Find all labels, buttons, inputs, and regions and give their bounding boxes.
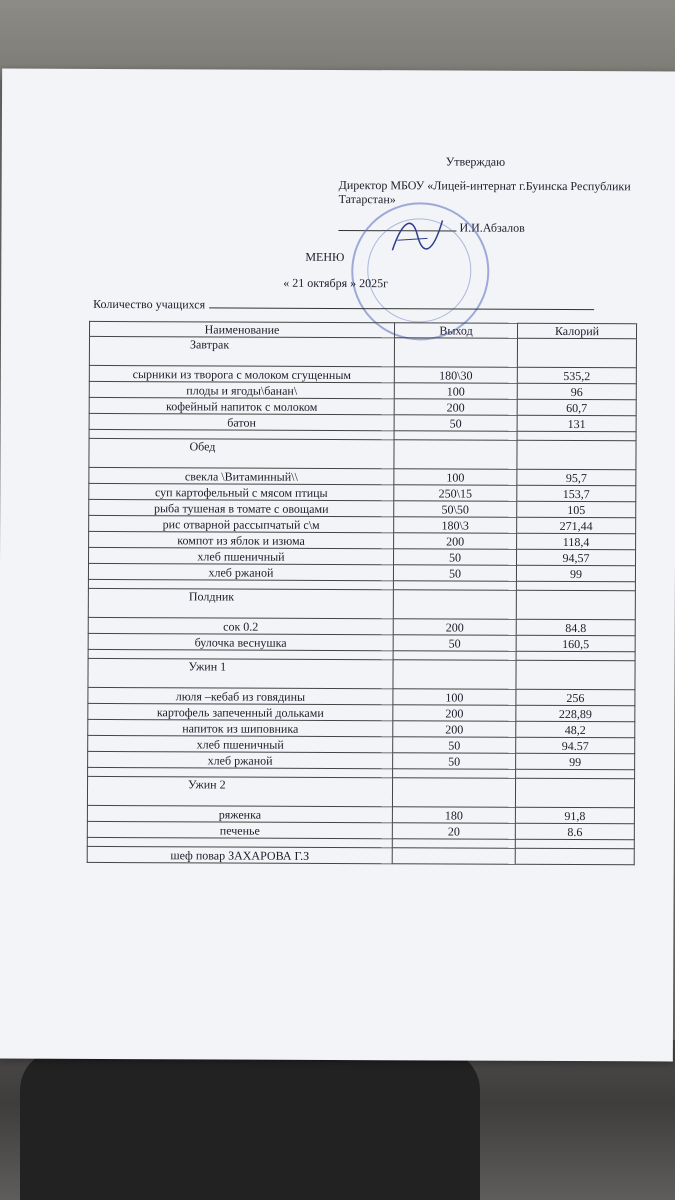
empty-cell (394, 338, 517, 368)
menu-table-body (87, 321, 636, 864)
dish-name: люля –кебаб из говядины (88, 687, 393, 704)
section-title: Полдник (88, 588, 393, 618)
header-output: Выход (394, 323, 517, 339)
menu-table (87, 321, 637, 865)
section-row (89, 438, 636, 469)
section-title: Обед (89, 438, 394, 468)
dish-name: рис отварной рассыпчатый с\м (89, 515, 394, 532)
dish-calories: 153,7 (517, 485, 636, 502)
dish-name: картофель запеченный дольками (88, 703, 393, 720)
dish-output: 100 (394, 469, 517, 486)
dish-output: 100 (393, 689, 516, 706)
dish-output: 200 (393, 619, 516, 636)
section-row (88, 588, 635, 619)
menu-document (0, 69, 675, 1062)
dish-calories: 91,8 (515, 807, 634, 824)
handwritten-signature (387, 210, 447, 260)
students-underline (209, 307, 594, 310)
dish-output: 180\30 (394, 367, 517, 384)
section-title: Ужин 2 (87, 776, 392, 806)
empty-cell (392, 778, 515, 808)
chef-signature: шеф повар ЗАХАРОВА Г.З (87, 846, 392, 863)
dish-calories: 105 (517, 501, 636, 518)
empty-cell (394, 440, 517, 470)
dish-output: 20 (392, 823, 515, 840)
section-row (87, 776, 634, 807)
dish-calories: 131 (517, 415, 636, 432)
dish-output: 50\50 (394, 501, 517, 518)
dish-calories: 118,4 (517, 533, 636, 550)
students-label: Количество учащихся (93, 296, 206, 312)
menu-date: « 21 октября » 2025г (283, 275, 389, 291)
empty-cell (517, 431, 636, 441)
dish-name: плоды и ягоды\банан\ (89, 381, 394, 398)
approval-director: Директор МБОУ «Лицей-интернат г.Буинска Республики Татарстан» (338, 178, 631, 207)
dish-calories: 271,44 (517, 517, 636, 534)
dish-name: булочка веснушка (88, 633, 393, 650)
menu-title: МЕНЮ (305, 249, 345, 265)
empty-cell (393, 590, 516, 620)
dish-name: батон (89, 413, 394, 430)
students-count-line (93, 297, 613, 314)
empty-cell (517, 440, 636, 470)
dish-name: свекла \Витаминный\\ (89, 467, 394, 484)
dish-name: сырники из творога с молоком сгущенным (89, 365, 394, 382)
header-name: Наименование (89, 321, 394, 337)
dish-name: хлеб пшеничный (88, 735, 393, 752)
dish-name: ряженка (87, 805, 392, 822)
dish-name: рыба тушеная в томате с овощами (89, 499, 394, 516)
dish-output: 50 (393, 753, 516, 770)
section-title: Завтрак (89, 336, 394, 366)
dish-output: 200 (394, 399, 517, 416)
dish-calories: 48,2 (516, 721, 635, 738)
empty-cell (392, 848, 515, 865)
approval-title: Утверждаю (445, 154, 506, 169)
section-row (88, 658, 635, 689)
dish-output: 50 (394, 415, 517, 432)
empty-cell (517, 338, 636, 368)
empty-cell (515, 848, 634, 865)
dish-output: 50 (394, 549, 517, 566)
dish-calories: 99 (516, 753, 635, 770)
dish-name: напиток из шиповника (88, 719, 393, 736)
dish-output: 50 (393, 635, 516, 652)
dish-output: 200 (394, 533, 517, 550)
section-row (89, 336, 636, 367)
dish-output: 250\15 (394, 485, 517, 502)
dish-output: 200 (393, 721, 516, 738)
dish-name: сок 0.2 (88, 617, 393, 634)
dish-calories: 99 (516, 565, 635, 582)
footer-row (87, 846, 634, 864)
dish-calories: 8.6 (515, 823, 634, 840)
dish-name: хлеб пшеничный (89, 547, 394, 564)
approval-signer: И.И.Абзалов (459, 220, 525, 235)
dish-name: компот из яблок и изюма (89, 531, 394, 548)
dish-name: печенье (87, 821, 392, 838)
dish-output: 100 (394, 383, 517, 400)
dish-calories: 84.8 (516, 619, 635, 636)
dish-output: 50 (393, 565, 516, 582)
dish-calories: 228,89 (516, 705, 635, 722)
empty-cell (515, 778, 634, 808)
dish-calories: 96 (517, 383, 636, 400)
dish-output: 200 (393, 705, 516, 722)
section-title: Ужин 1 (88, 658, 393, 688)
empty-cell (516, 590, 635, 620)
dish-output: 50 (393, 737, 516, 754)
dish-calories: 95,7 (517, 469, 636, 486)
dish-output: 180 (392, 807, 515, 824)
dish-calories: 535,2 (517, 367, 636, 384)
dish-name: хлеб ржаной (88, 751, 393, 768)
background-dark-object (20, 1050, 480, 1200)
dish-output: 180\3 (394, 517, 517, 534)
dish-name: хлеб ржаной (88, 563, 393, 580)
dish-name: кофейный напиток с молоком (89, 397, 394, 414)
dish-calories: 94,57 (517, 549, 636, 566)
dish-calories: 256 (516, 689, 635, 706)
dish-calories: 94.57 (516, 737, 635, 754)
dish-name: суп картофельный с мясом птицы (89, 483, 394, 500)
empty-cell (393, 660, 516, 690)
dish-calories: 160,5 (516, 635, 635, 652)
empty-cell (516, 660, 635, 690)
dish-calories: 60,7 (517, 399, 636, 416)
header-calories: Калорий (517, 323, 636, 339)
